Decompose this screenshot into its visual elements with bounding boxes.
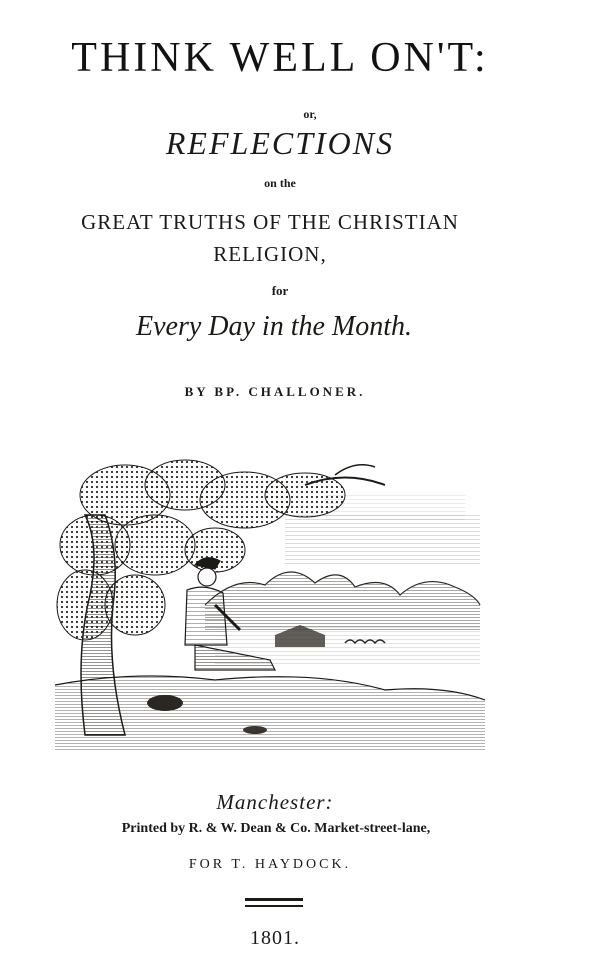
every-day-line: Every Day in the Month. — [135, 311, 413, 342]
woodcut-landscape-vignette-icon — [55, 455, 485, 750]
author-line: BY BP. CHALLONER. — [184, 384, 366, 399]
book-title: THINK WELL ON'T: — [71, 35, 489, 81]
or-connector: or, — [303, 107, 317, 121]
on-the-connector: on the — [264, 176, 296, 190]
publication-year: 1801. — [250, 927, 300, 949]
subtitle: REFLECTIONS — [165, 125, 395, 161]
for-connector: for — [271, 283, 289, 298]
publisher-line: FOR T. HAYDOCK. — [188, 857, 352, 872]
double-rule-bottom — [245, 905, 303, 907]
publication-place: Manchester: — [216, 790, 334, 814]
subject-line-1: GREAT TRUTHS OF THE CHRISTIAN — [81, 210, 459, 234]
printer-line: Printed by R. & W. Dean & Co. Market-street-lane, — [121, 821, 431, 836]
double-rule-top — [245, 898, 303, 901]
subject-line-2: RELIGION, — [213, 242, 327, 266]
